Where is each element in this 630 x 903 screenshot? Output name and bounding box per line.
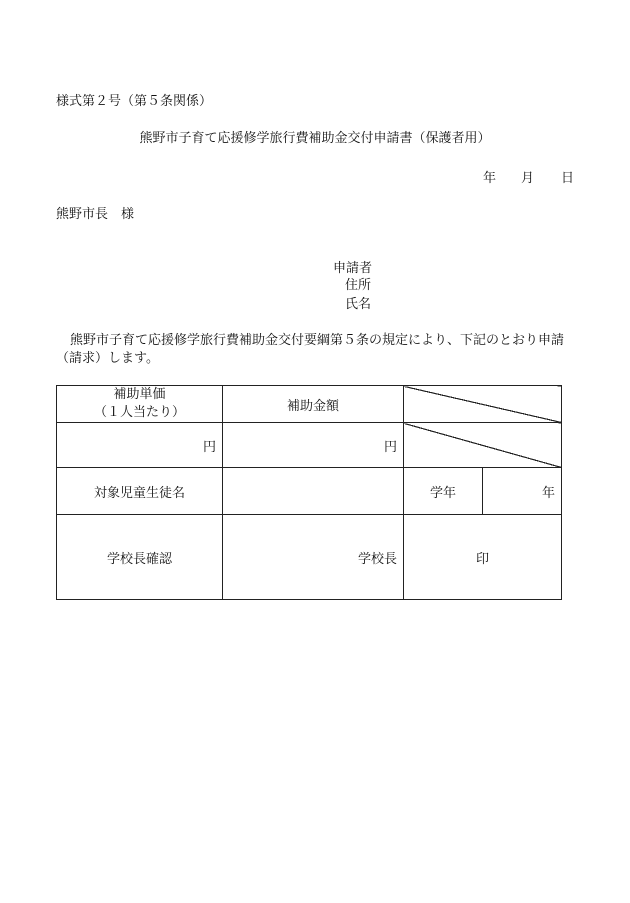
body-text-line1: 熊野市子育て応援修学旅行費補助金交付要綱第５条の規定により、下記のとおり申請 xyxy=(70,333,565,348)
addressee: 熊野市長 様 xyxy=(56,207,135,222)
amount-yen-label: 円 xyxy=(383,439,397,455)
seal-label: 印 xyxy=(475,551,489,567)
grade-label: 学年 xyxy=(404,468,483,515)
principal-label: 学校長 xyxy=(357,551,397,567)
applicant-label: 申請者 xyxy=(333,261,373,276)
body-text-line2: （請求）します。 xyxy=(56,351,159,366)
table-row xyxy=(57,515,562,600)
unit-price-header-line2: （１人当たり） xyxy=(93,405,185,420)
date-month-label: 月 xyxy=(521,171,535,186)
diagonal-cell-bottom xyxy=(404,423,562,468)
table-row xyxy=(57,468,562,515)
seal-field[interactable] xyxy=(404,515,562,600)
unit-price-header xyxy=(57,386,223,423)
date-year-label: 年 xyxy=(483,171,497,186)
form-number: 様式第２号（第５条関係） xyxy=(56,94,213,109)
unit-price-header-line1: 補助単価 xyxy=(113,387,166,402)
amount-header: 補助金額 xyxy=(223,386,404,423)
date-day-label: 日 xyxy=(561,171,575,186)
table-row xyxy=(57,423,562,468)
document-title: 熊野市子育て応援修学旅行費補助金交付申請書（保護者用） xyxy=(139,131,491,146)
unit-price-field[interactable] xyxy=(57,423,223,468)
diagonal-cell-top xyxy=(404,386,562,423)
students-label: 対象児童生徒名 xyxy=(57,468,223,515)
application-table xyxy=(56,385,561,599)
address-label: 住所 xyxy=(345,278,372,293)
grade-field[interactable] xyxy=(483,468,562,515)
principal-confirm-label: 学校長確認 xyxy=(57,515,223,600)
principal-name-field[interactable] xyxy=(223,515,404,600)
form-table xyxy=(56,385,562,600)
grade-unit-label: 年 xyxy=(541,485,555,501)
name-label: 氏名 xyxy=(345,297,372,312)
table-row xyxy=(57,386,562,423)
students-name-field[interactable] xyxy=(223,468,404,515)
amount-field[interactable] xyxy=(223,423,404,468)
unit-price-yen-label: 円 xyxy=(202,439,216,455)
